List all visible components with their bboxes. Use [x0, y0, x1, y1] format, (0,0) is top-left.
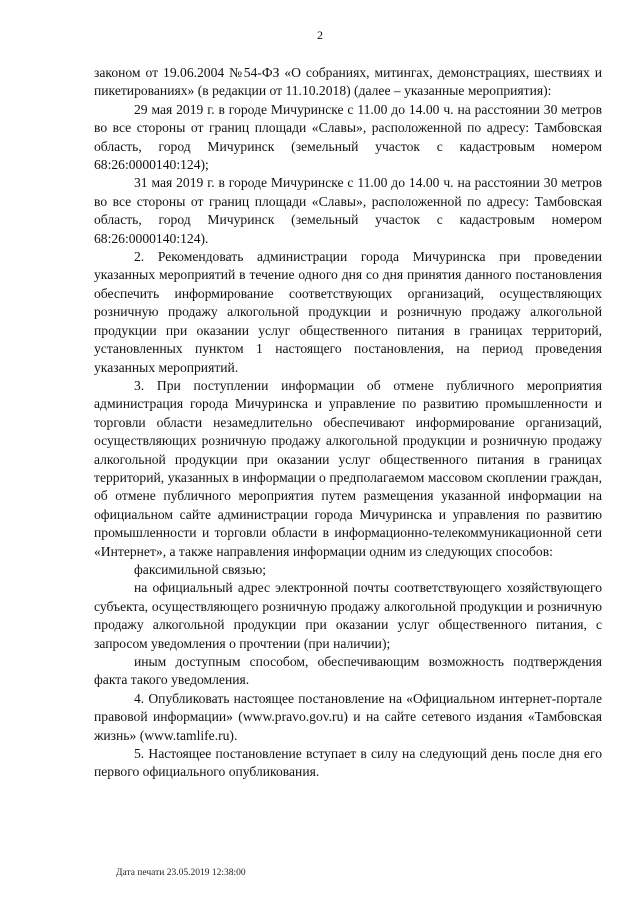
paragraph-item-4: 4. Опубликовать настоящее постановление на «Официальном интернет-портале правовой информации» (www.pravo.gov.ru) и на сайте сетевого издания «Тамбовская жизнь» (www.tamlife.ru). — [94, 690, 602, 743]
paragraph-item-2: 2. Рекомендовать администрации города Мичуринска при проведении указанных мероприятий в течение одного дня со дня принятия данного постановления обеспечить информирование соответствующих организаций, осуществляющих розничную продажу алкогольной продукции и розничную продажу алкогольной продукции при оказании услуг общественного питания в границах территорий, установленных пунктом 1 настоящего постановления, на период проведения указанных мероприятий. — [94, 249, 602, 375]
paragraph-event-may-29: 29 мая 2019 г. в городе Мичуринске с 11.00 до 14.00 ч. на расстоянии 30 метров во все стороны от границ площади «Славы», расположенной по адресу: Тамбовская область, город Мичуринск (земельный участок с кадастровым номером 68:26:0000140:124); — [94, 101, 602, 173]
paragraph-item-3: 3. При поступлении информации об отмене публичного мероприятия администрация города Мичуринска и управление по развитию промышленности и торговли области незамедлительно обеспечивают информирование организаций, осуществляющих розничную продажу алкогольной продукции и розничную продажу алкогольной продукции при оказании услуг общественного питания в границах территорий, указанных в информации о предполагаемом массовом скоплении граждан, об отмене публичного мероприятия путем размещения указанной информации на официальном сайте администрации города Мичуринска и управления по развитию промышленности и торговли области в информационно-телекоммуникационной сети «Интернет», а также направления информации одним из следующих способов: — [94, 377, 602, 559]
print-date-footer: Дата печати 23.05.2019 12:38:00 — [116, 868, 246, 878]
document-body — [94, 64, 602, 782]
paragraph-method-other: иным доступным способом, обеспечивающим возможность подтверждения факта такого уведомления. — [94, 654, 602, 688]
page-number: 2 — [317, 28, 323, 42]
paragraph-item-5: 5. Настоящее постановление вступает в силу на следующий день после дня его первого официального опубликования. — [94, 746, 602, 780]
paragraph-method-email: на официальный адрес электронной почты соответствующего хозяйствующего субъекта, осуществляющего розничную продажу алкогольной продукции и розничную продажу алкогольной продукции при оказании услуг общественного питания, с запросом уведомления о прочтении (при наличии); — [94, 580, 602, 651]
paragraph-method-fax: факсимильной связью; — [134, 561, 267, 577]
paragraph-event-may-31: 31 мая 2019 г. в городе Мичуринске с 11.00 до 14.00 ч. на расстоянии 30 метров во все стороны от границ площади «Славы», расположенной по адресу: Тамбовская область, город Мичуринск (земельный участок с кадастровым номером 68:26:0000140:124). — [94, 175, 602, 246]
paragraph-intro-continuation: законом от 19.06.2004 №54-ФЗ «О собраниях, митингах, демонстрациях, шествиях и пикетированиях» (в редакции от 11.10.2018) (далее – указанные мероприятия): — [94, 65, 602, 99]
